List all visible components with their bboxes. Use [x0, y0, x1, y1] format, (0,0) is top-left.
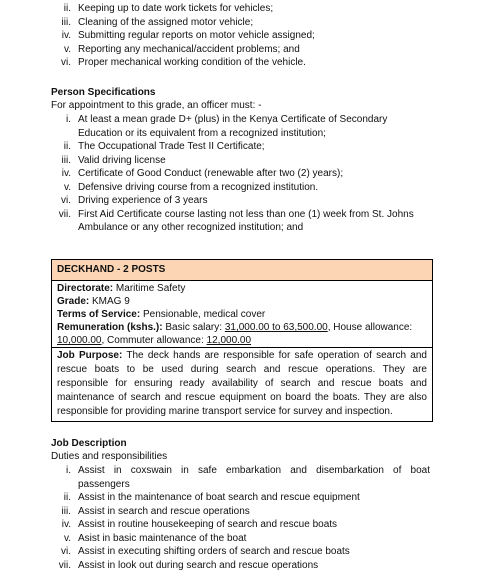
- list-text: Asist in basic maintenance of the boat: [78, 532, 247, 544]
- person-spec-heading: Person Specifications: [51, 87, 156, 98]
- list-number: vii.: [58, 559, 71, 571]
- job-purpose-text: The deck hands are responsible for safe operation of search and rescue boats to be used during search and rescue operations. They are responsible for ensuring ready availability of search and rescue boats and maintenance of search and rescue equipment on board the boats. They are also responsible for providing marine transport service for survey and inspection.: [57, 350, 427, 417]
- list-number: ii.: [63, 141, 71, 152]
- list-text: Submitting regular reports on motor vehicle assigned;: [78, 30, 315, 41]
- list-item: [51, 154, 441, 168]
- list-item: [51, 518, 441, 532]
- remuneration-line: [57, 321, 427, 334]
- list-text: Defensive driving course from a recognized institution.: [78, 181, 319, 193]
- list-item: [51, 16, 441, 30]
- list-item: [51, 505, 441, 519]
- list-item-continuation: [51, 478, 441, 492]
- list-number: v.: [63, 181, 71, 193]
- commuter-allowance-value: 12,000.00: [206, 335, 252, 346]
- list-number: iii.: [61, 154, 71, 166]
- list-text: Proper mechanical working condition of the vehicle.: [78, 57, 306, 68]
- list-number: v.: [63, 43, 71, 55]
- list-item: [51, 56, 441, 70]
- list-text: Education or its equivalent from a recognized institution;: [78, 127, 326, 139]
- list-number: ii.: [63, 3, 71, 14]
- job-description-list: [51, 464, 441, 572]
- list-number: iv.: [61, 168, 71, 179]
- list-number: v.: [63, 532, 71, 544]
- list-number: vi.: [61, 546, 71, 557]
- list-number: iv.: [61, 30, 71, 41]
- job-description-intro: Duties and responsibilities: [51, 451, 168, 462]
- list-number: ii.: [63, 492, 71, 503]
- list-text: Assist in coxswain in safe embarkation and disembarkation of boat: [78, 465, 430, 476]
- list-text: Assist in executing shifting orders of search and rescue boats: [78, 546, 350, 557]
- list-text: Assist in search and rescue operations: [78, 505, 250, 517]
- list-item: [51, 545, 441, 559]
- job-purpose: [52, 348, 432, 421]
- list-item: [51, 43, 441, 57]
- list-text: Ambulance or any other recognized institution; and: [78, 222, 304, 233]
- allowance-line: [57, 334, 427, 347]
- basic-salary-value: 31,000.00 to 63,500.00: [224, 322, 328, 333]
- grade-line: [57, 295, 427, 308]
- list-item: [51, 491, 441, 505]
- post-meta: [52, 281, 432, 348]
- list-item: [51, 167, 441, 181]
- house-allowance-value: 10,000.00: [57, 335, 102, 346]
- list-text: Assist in routine housekeeping of search and rescue boats: [78, 519, 338, 530]
- list-item: [51, 208, 441, 222]
- duties-list: [51, 2, 441, 70]
- list-number: iii.: [61, 505, 71, 517]
- grade-value: KMAG 9: [92, 296, 130, 307]
- list-item-continuation: [51, 127, 441, 141]
- list-text: Driving experience of 3 years: [78, 195, 208, 206]
- directorate-value: Maritime Safety: [115, 283, 186, 294]
- list-number: iv.: [61, 519, 71, 530]
- remuneration-label: Remuneration (kshs.):: [57, 322, 163, 333]
- list-text: passengers: [78, 478, 130, 490]
- list-text: Keeping up to date work tickets for vehicles;: [78, 3, 274, 14]
- list-number: i.: [66, 465, 71, 476]
- list-number: vii.: [58, 208, 71, 220]
- list-item: [51, 464, 441, 478]
- job-description-heading: Job Description: [51, 438, 127, 449]
- post-details-box: [51, 259, 433, 422]
- grade-label: Grade:: [57, 296, 90, 307]
- post-title: DECKHAND - 2 POSTS: [52, 260, 432, 281]
- directorate-label: Directorate:: [57, 283, 114, 294]
- list-item: [51, 559, 441, 573]
- commuter-allowance-prefix: , Commuter allowance:: [101, 335, 204, 346]
- list-item-continuation: [51, 221, 441, 235]
- list-number: i.: [66, 114, 71, 125]
- person-spec-intro: For appointment to this grade, an officer must: -: [51, 100, 262, 111]
- list-text: Certificate of Good Conduct (renewable after two (2) years);: [78, 168, 344, 179]
- person-spec-list: [51, 113, 441, 235]
- list-text: Assist in the maintenance of boat search and rescue equipment: [78, 492, 360, 503]
- list-text: First Aid Certificate course lasting not less than one (1) week from St. Johns: [78, 208, 414, 220]
- terms-value: Pensionable, medical cover: [142, 309, 266, 320]
- house-allowance-prefix: , House allowance:: [327, 322, 413, 333]
- list-item: [51, 2, 441, 16]
- list-item: [51, 113, 441, 127]
- basic-salary-prefix: Basic salary:: [165, 322, 223, 333]
- list-item: [51, 181, 441, 195]
- list-text: Valid driving license: [78, 154, 166, 166]
- list-number: vi.: [61, 57, 71, 68]
- list-text: Assist in look out during search and rescue operations: [78, 559, 319, 571]
- list-number: iii.: [61, 16, 71, 28]
- list-number: vi.: [61, 195, 71, 206]
- terms-line: [57, 308, 427, 321]
- list-text: Reporting any mechanical/accident problems; and: [78, 43, 300, 55]
- list-item: [51, 140, 441, 154]
- directorate-line: [57, 282, 427, 295]
- list-item: [51, 532, 441, 546]
- job-purpose-label: Job Purpose:: [57, 350, 123, 361]
- list-item: [51, 29, 441, 43]
- list-text: The Occupational Trade Test II Certificate;: [78, 141, 265, 152]
- list-text: At least a mean grade D+ (plus) in the Kenya Certificate of Secondary: [78, 114, 388, 125]
- list-item: [51, 194, 441, 208]
- terms-label: Terms of Service:: [57, 309, 141, 320]
- list-text: Cleaning of the assigned motor vehicle;: [78, 16, 254, 28]
